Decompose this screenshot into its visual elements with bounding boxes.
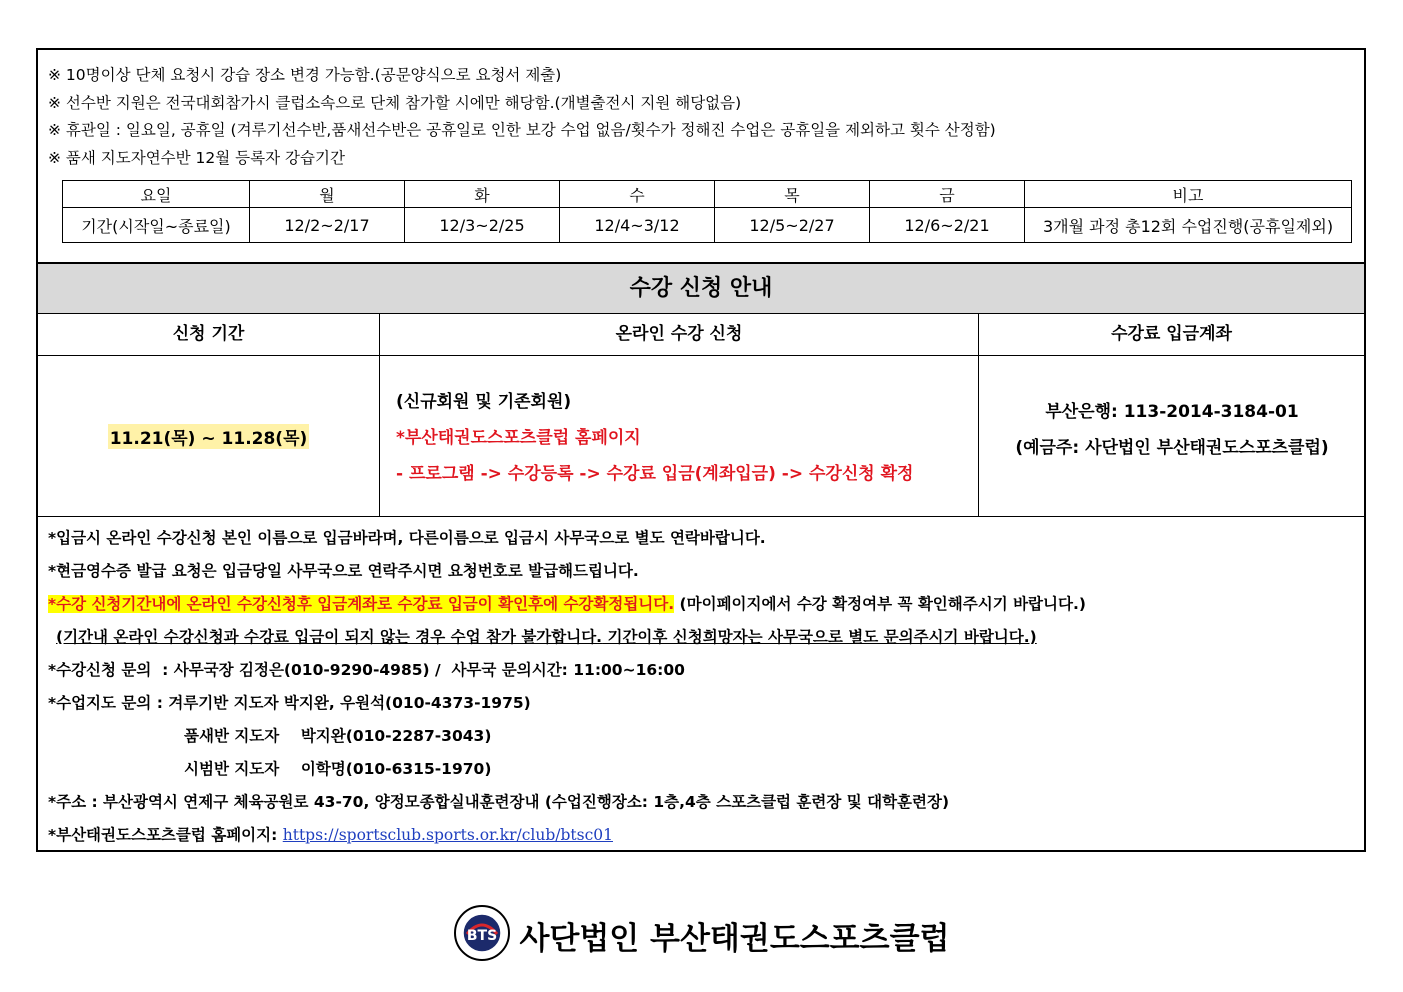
- online-homepage-label: *부산태권도스포츠클럽 홈페이지: [396, 428, 641, 448]
- homepage-link[interactable]: https://sportsclub.sports.or.kr/club/btsc01: [282, 826, 613, 844]
- schedule-cell: 12/2~2/17: [250, 208, 405, 243]
- info-demo-instructor: 시범반 지도자 이학명(010-6315-1970): [184, 760, 492, 778]
- schedule-header-cell: 월: [250, 181, 405, 208]
- schedule-header-row: [63, 181, 1352, 208]
- column-divider: [978, 314, 979, 516]
- info-contact-instructor: *수업지도 문의 : 겨루기반 지도자 박지완, 우원석(010-4373-1975): [48, 694, 531, 712]
- online-steps: - 프로그램 -> 수강등록 -> 수강료 입금(계좌입금) -> 수강신청 확정: [396, 464, 914, 484]
- column-header-period: 신청 기간: [38, 314, 379, 356]
- info-poomsae-instructor: 품새반 지도자 박지완(010-2287-3043): [184, 727, 492, 745]
- schedule-table: [62, 180, 1352, 243]
- schedule-header-cell: 수: [560, 181, 715, 208]
- column-divider: [379, 314, 380, 516]
- homepage-label: *부산태권도스포츠클럽 홈페이지:: [48, 826, 283, 844]
- schedule-header-cell: 금: [870, 181, 1025, 208]
- info-cash-receipt: *현금영수증 발급 요청은 입금당일 사무국으로 연락주시면 요청번호로 발급해드립니다.: [48, 562, 639, 580]
- info-block: [48, 522, 1086, 852]
- schedule-cell: 3개월 과정 총12회 수업진행(공휴일제외): [1025, 208, 1352, 243]
- info-deadline-a: (기간내 온라인 수강신청과 수강료 입금이 되지 않는 경우 수업 참가 불가합니다.: [56, 628, 603, 646]
- info-address: *주소 : 부산광역시 연제구 체육공원로 43-70, 양정모종합실내훈련장내 (수업진행장소: 1층,4층 스포츠클럽 훈련장 및 대학훈련장): [48, 793, 950, 811]
- schedule-cell: 12/3~2/25: [405, 208, 560, 243]
- schedule-data-row: [63, 208, 1352, 243]
- schedule-cell: 12/5~2/27: [715, 208, 870, 243]
- club-logo-text: BTS: [467, 928, 498, 944]
- schedule-cell: 12/4~3/12: [560, 208, 715, 243]
- footer: [0, 904, 1403, 966]
- club-logo-icon: [453, 904, 511, 966]
- info-contact-office: *수강신청 문의 : 사무국장 김정은(010-9290-4985) / 사무국 문의시간: 11:00~16:00: [48, 661, 685, 679]
- account-number: 부산은행: 113-2014-3184-01: [1045, 402, 1299, 422]
- schedule-header-cell: 요일: [63, 181, 250, 208]
- info-homepage: [48, 819, 1086, 852]
- info-confirmation-mypage: (마이페이지에서 수강 확정여부 꼭 확인해주시기 바랍니다.): [674, 595, 1086, 613]
- column-header-account: 수강료 입금계좌: [979, 314, 1364, 356]
- online-signup-cell: [396, 384, 913, 492]
- schedule-cell: 기간(시작일~종료일): [63, 208, 250, 243]
- schedule-cell: 12/6~2/21: [870, 208, 1025, 243]
- note-2: ※ 선수반 지원은 전국대회참가시 클럽소속으로 단체 참가할 시에만 해당함.(개별출전시 지원 해당없음): [48, 93, 742, 112]
- schedule-header-cell: 목: [715, 181, 870, 208]
- column-header-online: 온라인 수강 신청: [380, 314, 978, 356]
- info-confirmation-highlight: *수강 신청기간내에 온라인 수강신청후 입금계좌로 수강료 입금이 확인후에 수강확정됩니다.: [48, 595, 675, 613]
- info-deadline: [48, 621, 1086, 654]
- schedule-header-cell: 비고: [1025, 181, 1352, 208]
- info-deposit-name: *입금시 온라인 수강신청 본인 이름으로 입금바라며, 다른이름으로 입금시 사무국으로 별도 연락바랍니다.: [48, 529, 766, 547]
- section-title: 수강 신청 안내: [38, 262, 1364, 314]
- note-3: ※ 휴관일 : 일요일, 공휴일 (겨루기선수반,품새선수반은 공휴일로 인한 보강 수업 없음/횟수가 정해진 수업은 공휴일을 제외하고 횟수 산정함): [48, 121, 996, 139]
- online-member-type: (신규회원 및 기존회원): [396, 392, 572, 412]
- info-deadline-b: 기간이후 신청희망자는 사무국으로 별도 문의주시기 바랍니다.): [602, 628, 1037, 646]
- account-cell: [980, 394, 1364, 466]
- signup-period-cell: [38, 356, 379, 516]
- note-4: ※ 품새 지도자연수반 12월 등록자 강습기간: [48, 148, 345, 167]
- signup-period-value: 11.21(목) ~ 11.28(목): [108, 424, 310, 449]
- account-holder: (예금주: 사단법인 부산태권도스포츠클럽): [1015, 438, 1329, 458]
- schedule-header-cell: 화: [405, 181, 560, 208]
- club-name: 사단법인 부산태권도스포츠클럽: [519, 920, 950, 957]
- document-frame: [36, 48, 1366, 852]
- notes-block: [48, 62, 996, 172]
- note-1: ※ 10명이상 단체 요청시 강습 장소 변경 가능함.(공문양식으로 요청서 제출): [48, 66, 562, 84]
- info-confirmation: [48, 588, 1086, 621]
